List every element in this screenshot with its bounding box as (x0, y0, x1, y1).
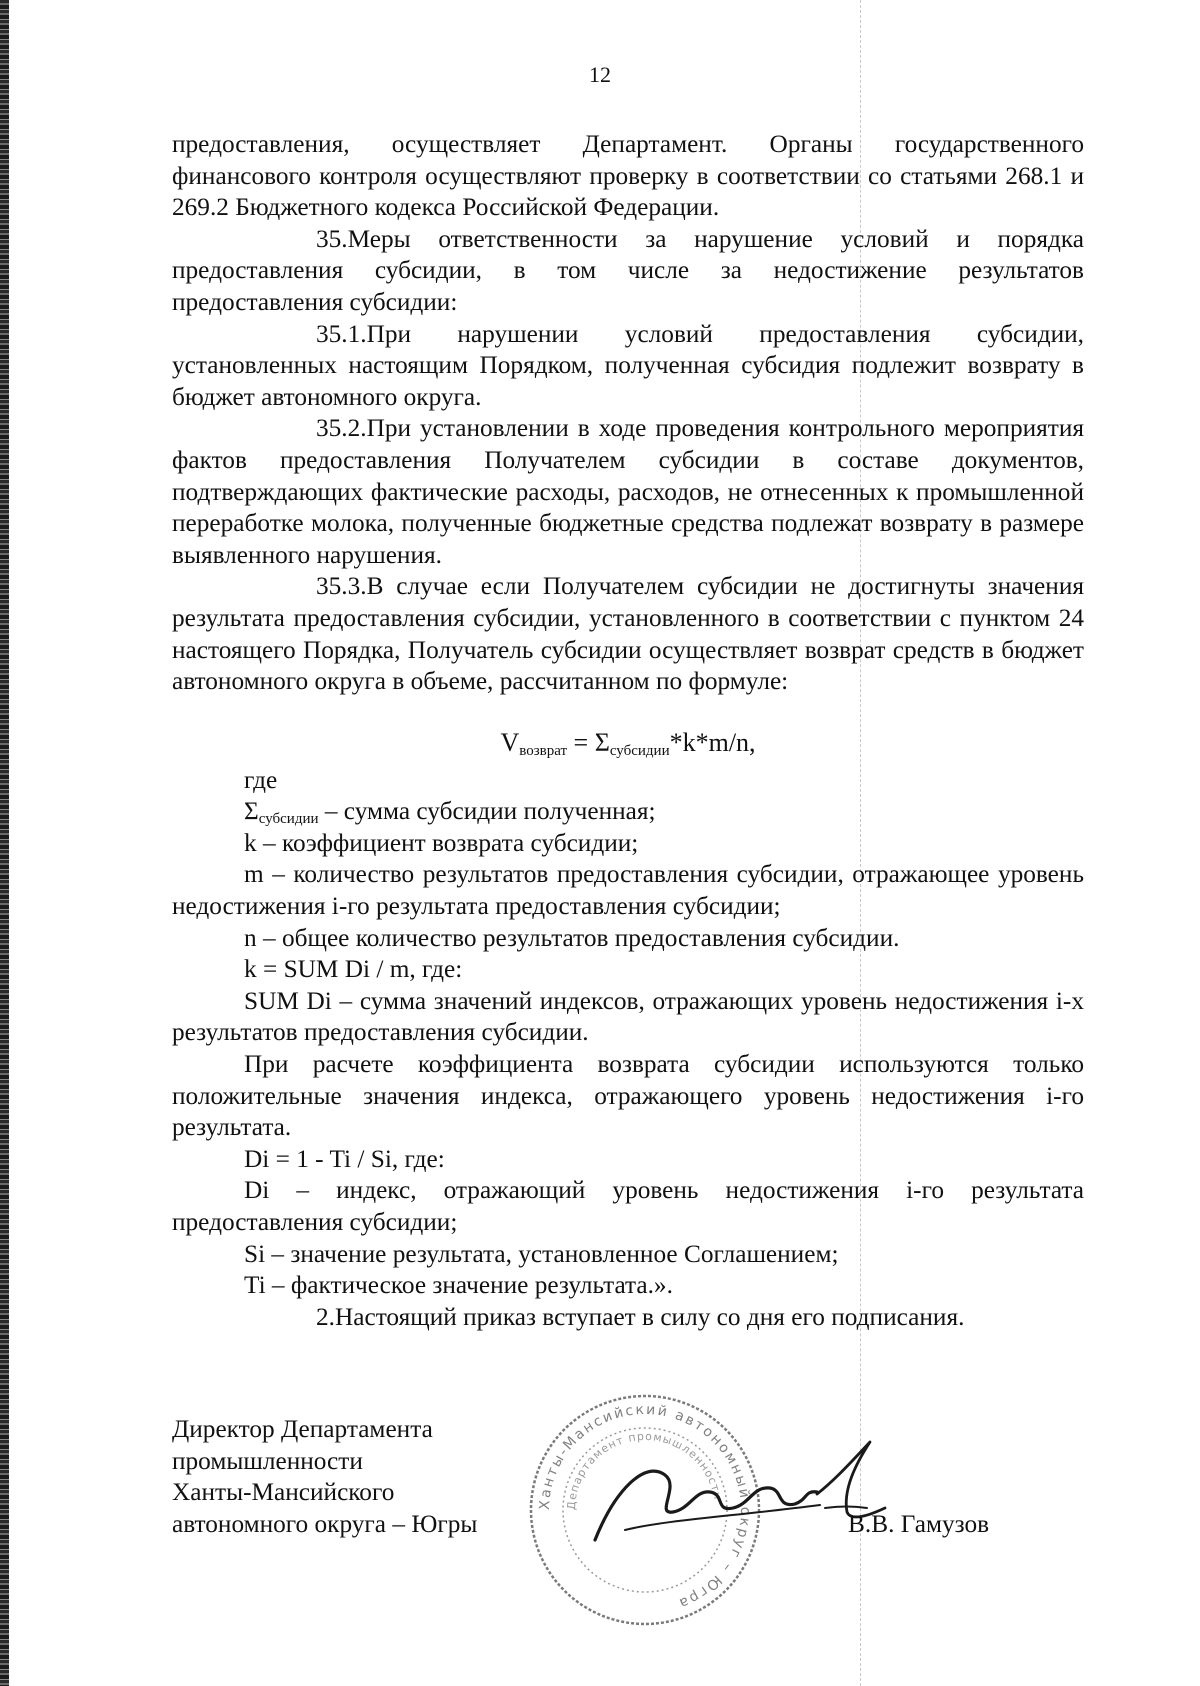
formula-rest: *k*m/n, (669, 727, 756, 757)
formula-sigma: Σ (594, 727, 610, 757)
clause-text: При нарушении условий предоставления субсидии, установленных настоящим Порядком, полученная субсидия подлежит возврату в бюджет автономного округа. (172, 319, 1084, 411)
clause-35-1 (172, 319, 1084, 414)
clause-text: В случае если Получателем субсидии не достигнуты значения результата предоставления субсидии, установленного в соответствии с пунктом 24 настоящего Порядка, Получатель субсидии осуществляет возврат средств в бюджет автономного округа в объеме, рассчитанном по формуле: (172, 572, 1084, 696)
definition-ti: Ti – фактическое значение результата.». (244, 1271, 673, 1300)
signature-title (172, 1414, 512, 1540)
clause-text: При установлении в ходе проведения контрольного мероприятия фактов предоставления Получателем субсидии в составе документов, подтверждающих фактические расходы, расходов, не отнесенных к промышленной переработке молока, полученные бюджетные средства подлежат возврату в размере выявленного нарушения. (172, 414, 1084, 569)
clause-text: Меры ответственности за нарушение условий и порядка предоставления субсидии, в том числе за недостижение результатов предоставления субсидии: (172, 224, 1084, 316)
clause-text: Настоящий приказ вступает в силу со дня его подписания. (334, 1302, 965, 1331)
document-body (172, 129, 1084, 1333)
page-number: 12 (589, 62, 611, 87)
clause-number: 35. (316, 224, 348, 253)
return-formula (172, 698, 1084, 765)
scan-edge (0, 0, 9, 1686)
signer-name: В.В. Гамузов (848, 1510, 990, 1538)
definition-m: m – количество результатов предоставления субсидии, отражающее уровень недостижения i-го результата предоставления субсидии; (172, 860, 1084, 921)
formula-v-subscript: возврат (519, 742, 568, 759)
signer-position-line: автономного округа – Югры (172, 1509, 478, 1538)
seal-inner-text: Департамент промышленности (564, 1429, 725, 1511)
formula-sigma-subscript: субсидии (609, 742, 670, 759)
seal-outer-text: Ханты-Мансийский автономный округ – Югра (536, 1401, 754, 1612)
definition-sigma (172, 796, 1084, 828)
clause-35-2 (172, 413, 1084, 571)
formula-equals: = (567, 727, 595, 757)
formula-v: V (500, 727, 520, 757)
signer-position-line: Директор Департамента (172, 1415, 433, 1443)
k-formula: k = SUM Di / m, где: (244, 955, 463, 984)
definition-di: Di – индекс, отражающий уровень недостижения i-го результата предоставления субсидии; (172, 1176, 1084, 1236)
clause-number: 2. (316, 1302, 335, 1331)
signer-position-line: Ханты-Мансийского (172, 1478, 395, 1507)
positive-values-note: При расчете коэффициента возврата субсидии используются только положительные значения индекса, отражающего уровень недостижения i-го результата. (172, 1050, 1084, 1142)
definition-si: Si – значение результата, установленное Соглашением; (244, 1239, 839, 1268)
clause-35 (172, 224, 1084, 319)
definition-n: n – общее количество результатов предоставления субсидии. (244, 923, 900, 952)
sigma-definition-text: – сумма субсидии полученная; (318, 797, 656, 826)
sigma-subscript: субсидии (258, 811, 319, 828)
clause-35-3 (172, 571, 1084, 697)
clause-number: 35.2. (316, 414, 367, 443)
definition-k: k – коэффициент возврата субсидии; (244, 828, 639, 857)
definition-sum-di: SUM Di – сумма значений индексов, отражающих уровень недостижения i-х результатов предоставления субсидии. (172, 986, 1084, 1047)
clause-number: 35.1. (316, 319, 367, 348)
signer-position-line: промышленности (172, 1446, 363, 1475)
final-clause (172, 1302, 1084, 1334)
clause-number: 35.3. (316, 572, 367, 601)
handwritten-signature (585, 1420, 895, 1570)
where-label: где (244, 765, 278, 794)
sigma-symbol: Σ (244, 797, 259, 826)
paragraph-continuation: предоставления, осуществляет Департамент. Органы государственного финансового контроля осуществляют проверку в соответствии со статьями 268.1 и 269.2 Бюджетного кодекса Российской Федерации. (172, 130, 1084, 222)
di-formula: Di = 1 - Ti / Si, где: (244, 1144, 445, 1173)
